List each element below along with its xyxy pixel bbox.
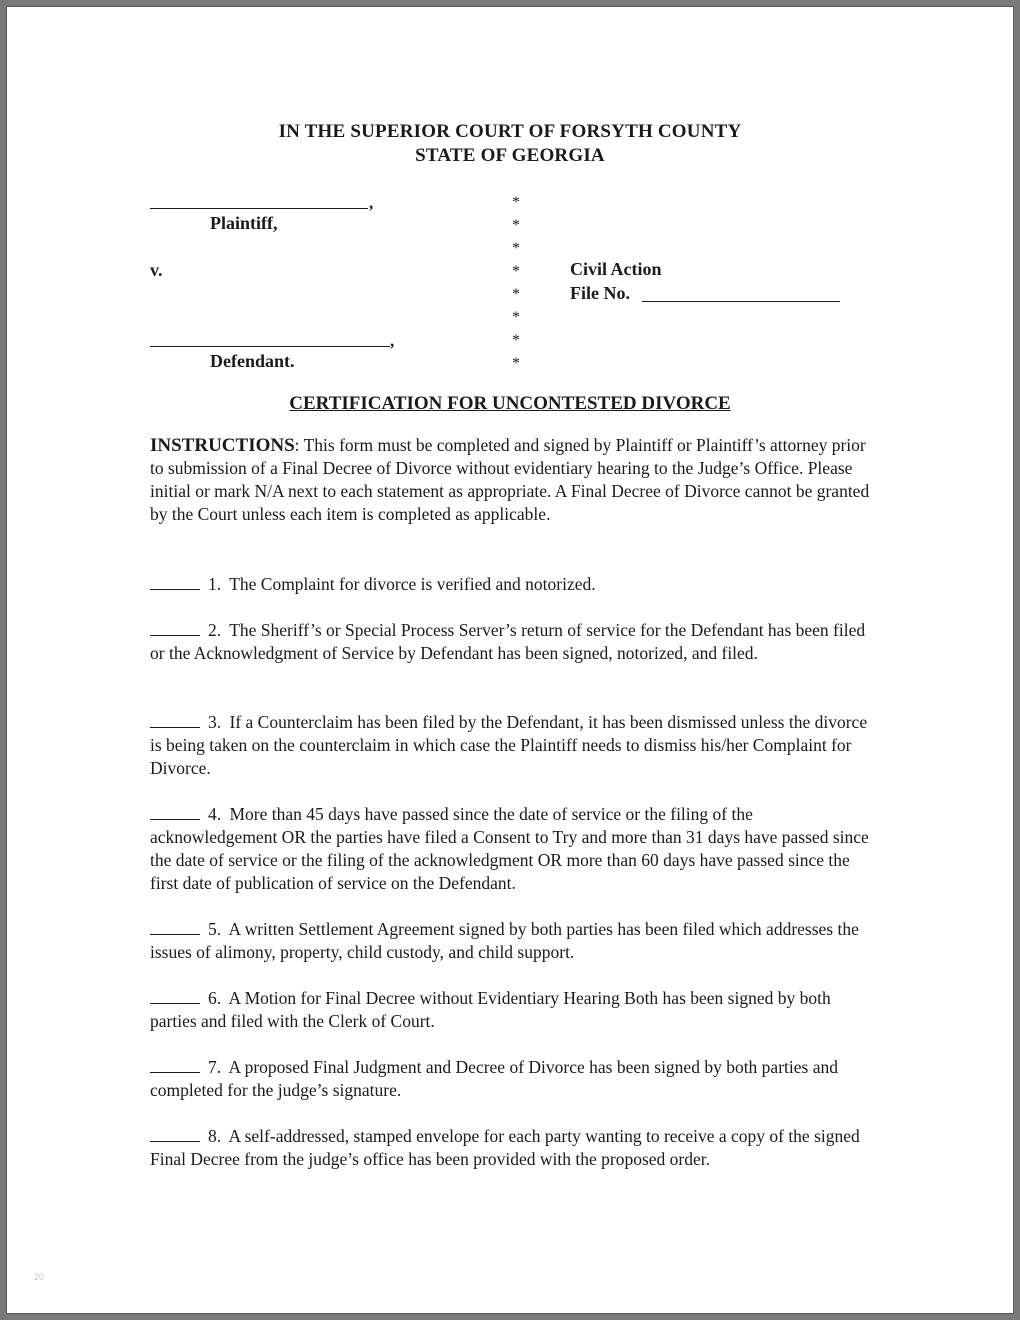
item-text: A proposed Final Judgment and Decree of Divorce has been signed by both parties and completed for the judge’s signature. (150, 1057, 838, 1100)
plaintiff-name-blank[interactable] (150, 208, 368, 209)
plaintiff-label: Plaintiff, (210, 213, 278, 233)
checklist-item (150, 711, 872, 780)
initial-blank[interactable] (150, 805, 200, 820)
star-mark: * (512, 217, 520, 234)
star-mark: * (512, 194, 520, 211)
initial-blank[interactable] (150, 1127, 200, 1142)
star-mark: * (512, 263, 520, 280)
checklist-item (150, 1056, 872, 1102)
item-number: 4. (208, 804, 222, 824)
initial-blank[interactable] (150, 920, 200, 935)
star-mark: * (512, 240, 520, 257)
state-heading: STATE OF GEORGIA (415, 145, 605, 166)
checklist-item (150, 1125, 872, 1171)
initial-blank[interactable] (150, 1058, 200, 1073)
instructions-paragraph (150, 434, 870, 526)
item-number: 7. (208, 1057, 222, 1077)
file-number-label: File No. (570, 283, 630, 303)
document-title: CERTIFICATION FOR UNCONTESTED DIVORCE (289, 393, 731, 414)
item-text: More than 45 days have passed since the date of service or the filing of the acknowledgement OR the parties have filed a Consent to Try and more than 31 days have passed since the date of service or the filing of the acknowledgment OR more than 60 days have passed since the first date of publication of service on the Defendant. (150, 804, 869, 893)
instructions-lead: INSTRUCTIONS (150, 435, 295, 456)
file-number-blank[interactable] (642, 301, 840, 302)
star-mark: * (512, 286, 520, 303)
plaintiff-comma: , (369, 193, 374, 212)
item-number: 3. (208, 712, 222, 732)
initial-blank[interactable] (150, 621, 200, 636)
page-number-mark: 20 (34, 1272, 45, 1282)
initial-blank[interactable] (150, 713, 200, 728)
item-number: 8. (208, 1126, 222, 1146)
star-mark: * (512, 309, 520, 326)
item-text: A Motion for Final Decree without Evidentiary Hearing Both has been signed by both parties and filed with the Clerk of Court. (150, 988, 831, 1031)
defendant-comma: , (390, 331, 395, 350)
item-number: 5. (208, 919, 222, 939)
initial-blank[interactable] (150, 989, 200, 1004)
item-text: The Complaint for divorce is verified and notorized. (229, 574, 596, 594)
item-text: A written Settlement Agreement signed by both parties has been filed which addresses the issues of alimony, property, child custody, and child support. (150, 919, 859, 962)
checklist-item (150, 987, 872, 1033)
item-text: If a Counterclaim has been filed by the Defendant, it has been dismissed unless the divorce is being taken on the counterclaim in which case the Plaintiff needs to dismiss his/her Complaint for Divorce. (150, 712, 868, 778)
court-name-heading: IN THE SUPERIOR COURT OF FORSYTH COUNTY (278, 121, 742, 142)
item-number: 6. (208, 988, 222, 1008)
instructions-text: : This form must be completed and signed by Plaintiff or Plaintiff’s attorney prior to submission of a Final Decree of Divorce without evidentiary hearing to the Judge’s Office. Please initial or mark N/A next to each statement as appropriate. A Final Decree of Divorce cannot be granted by the Court unless each item is completed as applicable. (150, 435, 870, 524)
star-mark: * (512, 332, 520, 349)
civil-action-label: Civil Action (570, 259, 662, 279)
defendant-name-blank[interactable] (150, 346, 390, 347)
checklist-item (150, 918, 872, 964)
defendant-label: Defendant. (210, 351, 295, 371)
item-text: The Sheriff’s or Special Process Server’s return of service for the Defendant has been filed or the Acknowledgment of Service by Defendant has been signed, notorized, and filed. (150, 620, 866, 663)
versus-label: v. (150, 260, 163, 280)
checklist-item (150, 619, 872, 665)
item-number: 2. (208, 620, 222, 640)
checklist-item (150, 803, 872, 895)
checklist-item (150, 573, 872, 596)
star-mark: * (512, 355, 520, 372)
initial-blank[interactable] (150, 575, 200, 590)
item-text: A self-addressed, stamped envelope for each party wanting to receive a copy of the signed Final Decree from the judge’s office has been provided with the proposed order. (150, 1126, 860, 1169)
item-number: 1. (208, 574, 222, 594)
